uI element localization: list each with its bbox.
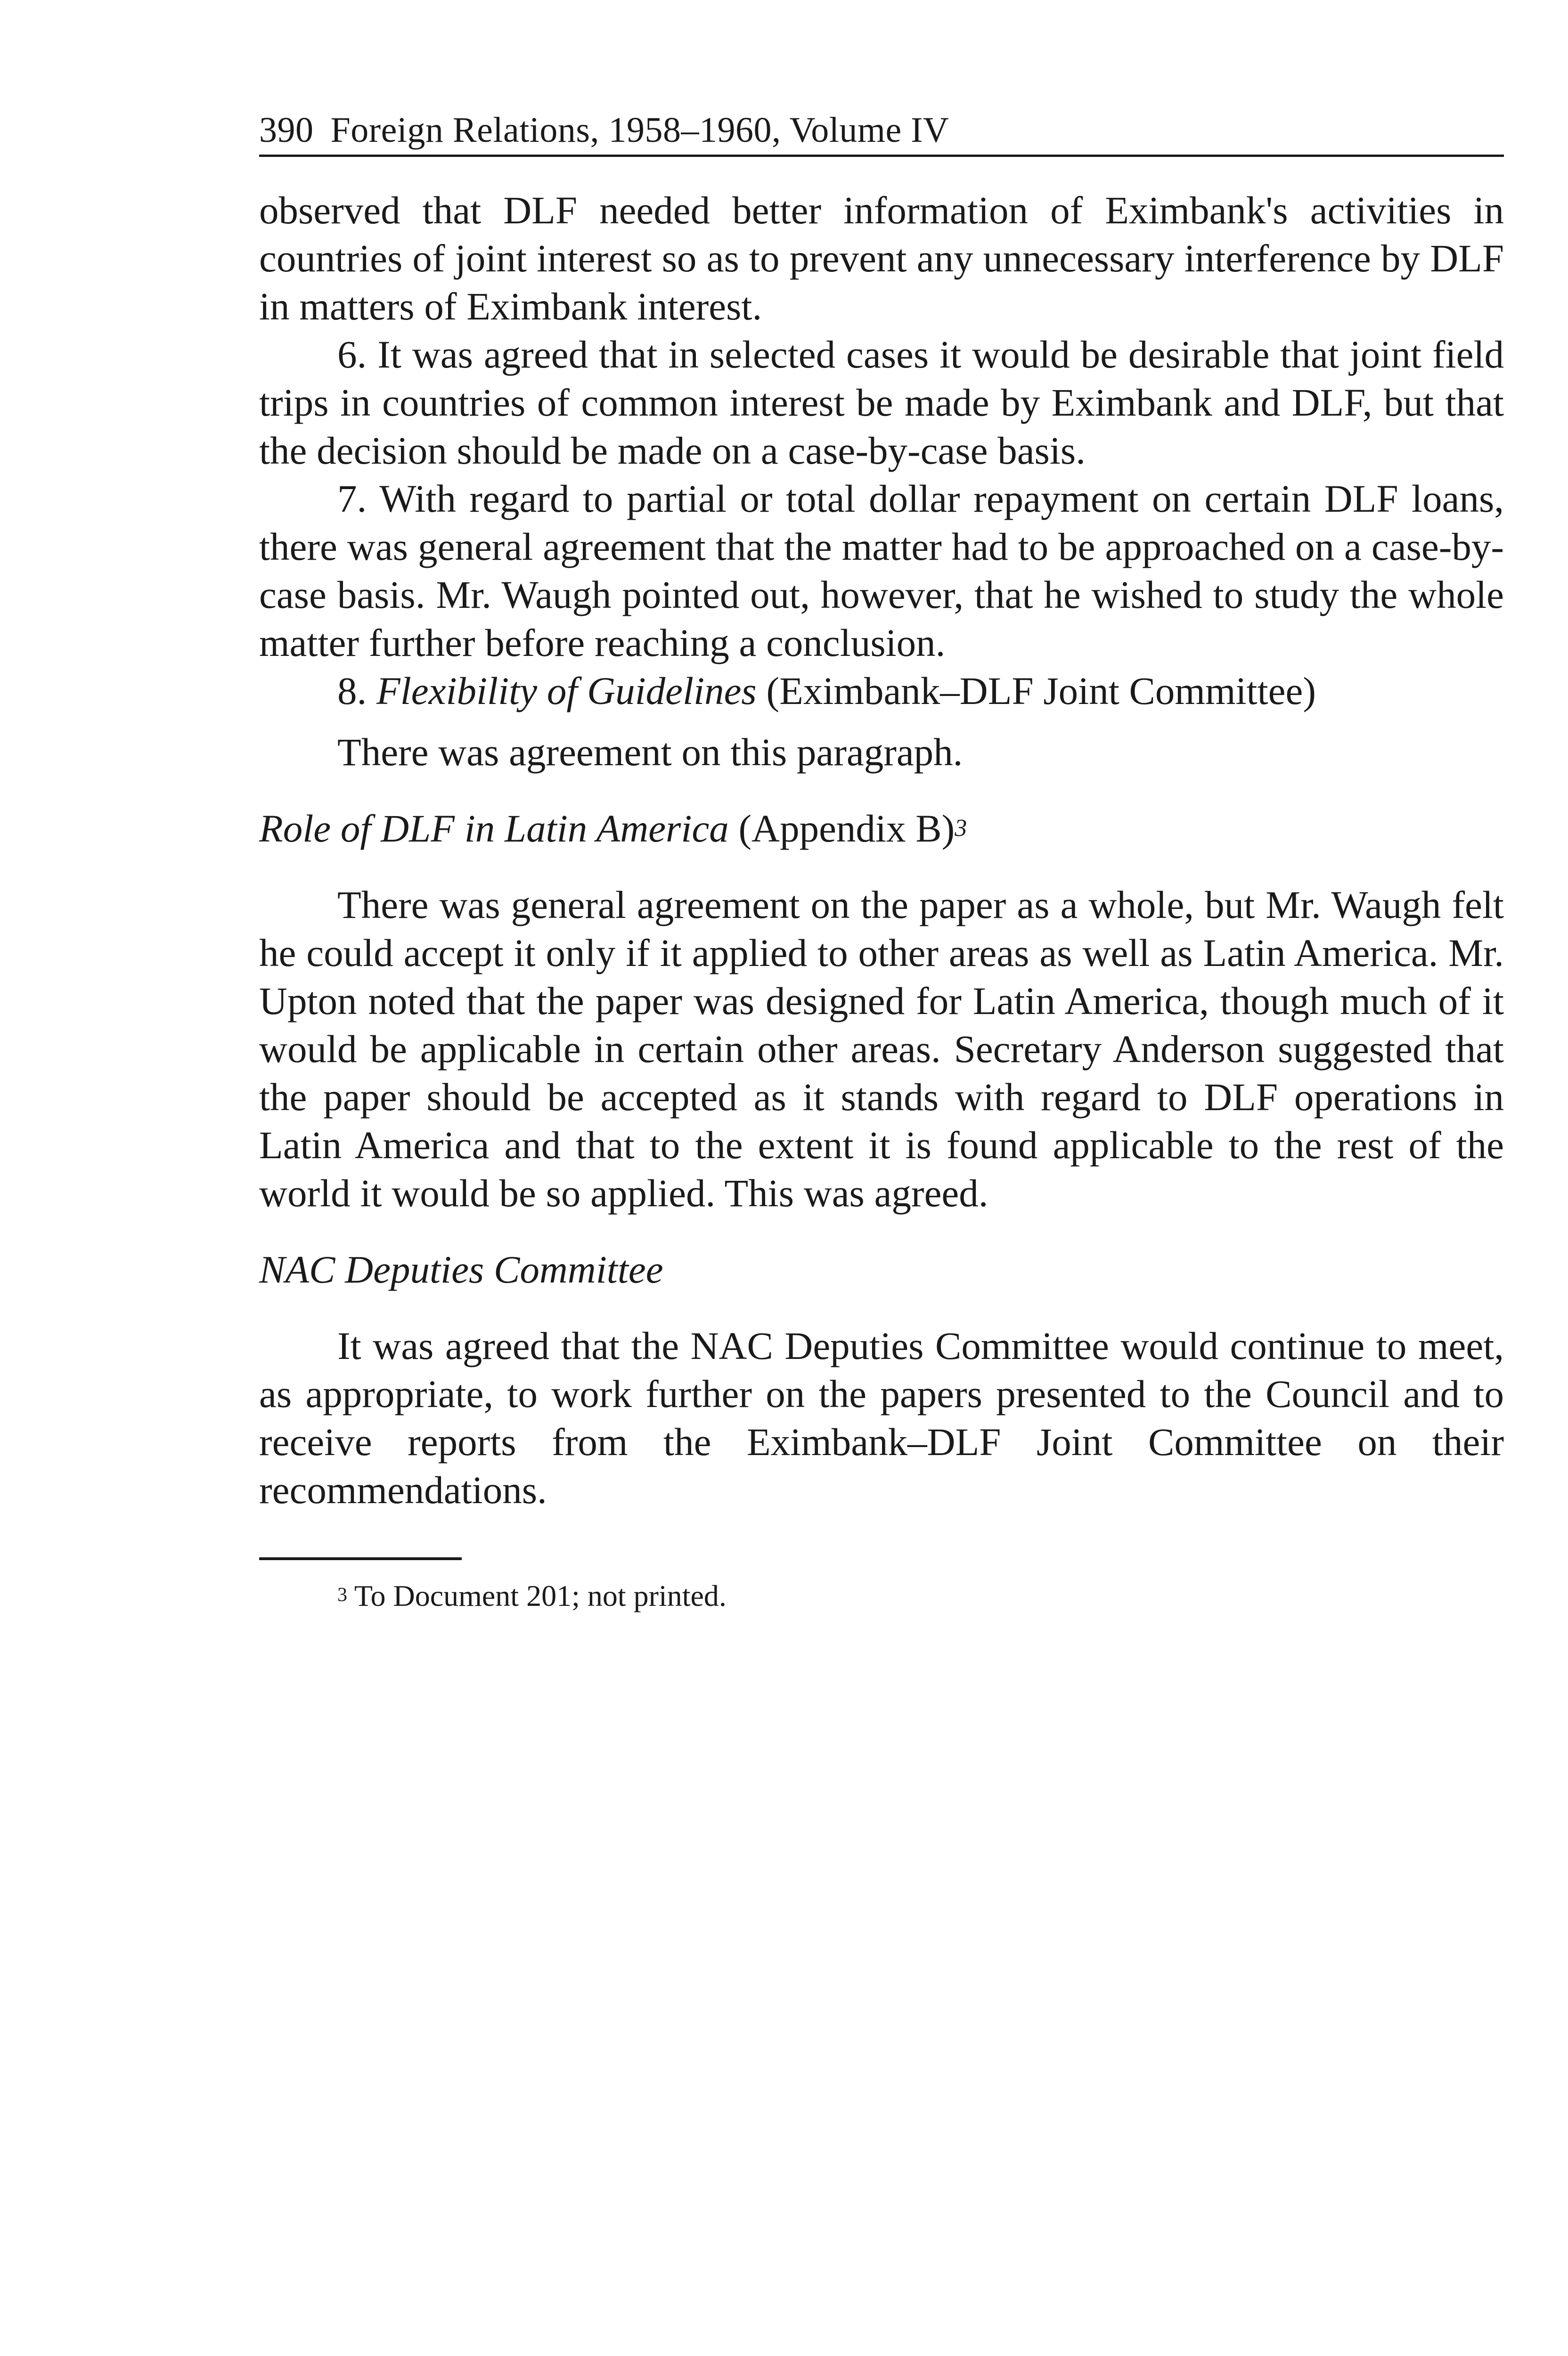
- paragraph-latin-america: There was general agreement on the paper as a whole, but Mr. Waugh felt he could accept it only if it applied to other areas as well as Latin America. Mr. Upton noted that the paper was designed for Latin America, though much of it would be applicable in certain other areas. Secretary Anderson suggested that the paper should be accepted as it stands with regard to DLF operations in Latin America and that to the extent it is found applicable to the rest of the world it would be so applied. This was agreed.: [259, 883, 1504, 1215]
- body-text: [259, 186, 1504, 1514]
- paragraph-8-number: 8.: [337, 669, 367, 712]
- paragraph-8-heading: [259, 667, 1504, 715]
- paragraph-8-qualifier: (Eximbank–DLF Joint Committee): [766, 669, 1316, 712]
- footnote: [337, 1577, 1504, 1615]
- heading-latin-america-title: Role of DLF in Latin America: [259, 807, 729, 850]
- section-heading-latin-america: [259, 804, 1504, 852]
- paragraph-7: 7. With regard to partial or total dollar repayment on certain DLF loans, there was general agreement that the matter had to be approached on a case-by-case basis. Mr. Waugh pointed out, however, that he wished to study the whole matter further before reaching a conclusion.: [259, 477, 1504, 664]
- footnote-ref: 3: [955, 815, 967, 842]
- document-page: [259, 108, 1504, 1615]
- paragraph-8-title: Flexibility of Guidelines: [376, 669, 757, 712]
- paragraph-nac: It was agreed that the NAC Deputies Committee would continue to meet, as appropriate, to work further on the papers presented to the Council and to receive reports from the Eximbank–DLF Joint Committee on their recommendations.: [259, 1324, 1504, 1512]
- paragraph-continued: observed that DLF needed better information of Eximbank's activities in countries of joint interest so as to prevent any unnecessary interference by DLF in matters of Eximbank interest.: [259, 188, 1504, 328]
- footnote-number: 3: [337, 1584, 347, 1606]
- paragraph-8-body: There was agreement on this paragraph.: [337, 730, 963, 774]
- footnote-text: To Document 201; not printed.: [354, 1579, 727, 1612]
- heading-latin-america-suffix: (Appendix B): [738, 807, 955, 850]
- running-head: [259, 108, 1504, 157]
- section-heading-nac: NAC Deputies Committee: [259, 1248, 663, 1291]
- volume-title: Foreign Relations, 1958–1960, Volume IV: [330, 110, 949, 150]
- page-number: 390: [259, 110, 314, 150]
- footnote-rule: [259, 1557, 462, 1560]
- paragraph-6: 6. It was agreed that in selected cases it would be desirable that joint field trips in countries of common interest be made by Eximbank and DLF, but that the decision should be made on a case-by-case basis.: [259, 333, 1504, 472]
